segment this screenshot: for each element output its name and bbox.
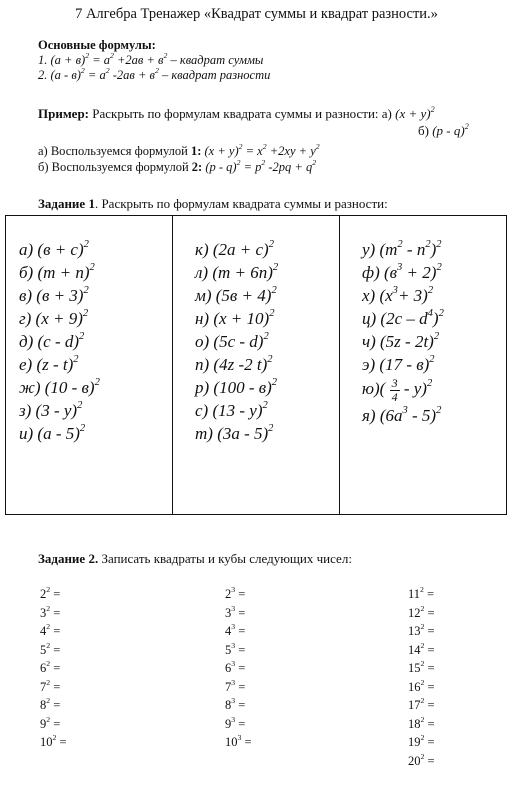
list-item: н) $(x + 10)^2$ [195, 308, 275, 328]
list-item: $8^3$ = [225, 696, 246, 712]
list-item: $5^2$ = [40, 640, 61, 657]
list-item: а) $(в + с)^2$ [19, 239, 89, 259]
list-item: $20^2$ = [408, 751, 435, 768]
list-item: $4^2$ = [40, 622, 61, 638]
formula-line-1: 1. $(а + в)^2 = a^2 +2ав + в^2$ – квадрат суммы [38, 51, 264, 67]
list-item: $8^2$ = [40, 696, 61, 712]
usage-line-1: а) Воспользуемся формулой 1: $(x + y)^2 = x^2 +2xy + y^2$ [38, 142, 320, 158]
task1-heading: Задание 1. Раскрыть по формулам квадрата суммы и разности: [38, 196, 388, 211]
list-item: ц) $(2c - d^4)^2$ [362, 308, 444, 328]
list-item: ф) $(в^3 + 2)^2$ [362, 262, 442, 282]
list-item: э) (17 - в)$^2$ [362, 354, 435, 374]
list-item: $10^2$ = [40, 733, 67, 749]
usage-line-2: б) Воспользуемся формулой 2: $(p - q)^2 = p^2$ $-2pq + q^2$ [38, 158, 317, 174]
list-item: $2^3$ = [225, 585, 246, 601]
list-item: $4^3$ = [225, 622, 246, 638]
list-item: $19^2$ = [408, 733, 435, 749]
basic-formulas [38, 38, 270, 83]
task1-column-3 [340, 216, 506, 514]
list-item: ж) (10 - в)$^2$ [19, 377, 100, 397]
task2-heading: Задание 2. Записать квадраты и кубы следующих чисел: [38, 551, 352, 566]
list-item: т) (3a - 5)$^2$ [195, 423, 274, 443]
list-item: $17^2$ = [408, 696, 435, 712]
squares-column-2 [408, 585, 435, 770]
formula-line-2: 2. $(а - в)^2 = a^2$ $-2ав + в^2$ – квадрат разности [38, 66, 271, 82]
list-item: $3^2$ = [40, 603, 61, 620]
list-item: ю)( $\frac{3}{4}$ - y)$^2$ [362, 375, 433, 404]
page-title: 7 Алгебра Тренажер «Квадрат суммы и квадрат разности.» [75, 6, 438, 22]
list-item: $18^2$ = [408, 714, 435, 731]
list-item: $11^2$ = [408, 585, 435, 601]
task1-grid [5, 215, 507, 515]
list-item: у) $(m^2 - n^2)^2$ [362, 239, 442, 259]
example-a: (x + y) [395, 106, 431, 121]
list-item: ч) (5z - 2t)$^2$ [362, 331, 440, 351]
list-item: я) $(6a^3 - 5)^2$ [362, 404, 442, 425]
list-item: р) (100 - в)$^2$ [195, 377, 278, 397]
list-item: $5^3$ = [225, 640, 246, 657]
list-item: $7^3$ = [225, 677, 246, 694]
usage-lines [38, 143, 320, 175]
task1-column-2 [173, 216, 340, 514]
example-b: б) (p - q)$^2$ [418, 121, 469, 138]
list-item: $3^3$ = [225, 603, 246, 620]
cubes-column [225, 585, 252, 752]
list-item: е) (z - t)$^2$ [19, 354, 79, 374]
example-label: Пример: [38, 106, 90, 121]
list-item: х) $(x^3+ 3)^2$ [362, 285, 434, 305]
list-item: г) $(x + 9)^2$ [19, 308, 89, 328]
list-item: $9^3$ = [225, 714, 246, 731]
squares-column [40, 585, 67, 752]
list-item: б) $(m + n)^2$ [19, 262, 95, 282]
list-item: с) (13 - y)$^2$ [195, 400, 268, 420]
list-item: к) $(2a + c)^2$ [195, 239, 274, 259]
list-item: в) $(в + 3)^2$ [19, 285, 89, 305]
formulas-heading: Основные формулы: [38, 38, 156, 52]
list-item: п) (4z -2 t)$^2$ [195, 354, 273, 374]
example-line: Пример: Раскрыть по формулам квадрата суммы и разности: а) $(x + y)^2$ [38, 104, 435, 121]
list-item: $6^3$ = [225, 659, 246, 675]
list-item: л) $(m + 6n)^2$ [195, 262, 279, 282]
list-item: $12^2$ = [408, 603, 435, 620]
list-item: д) (c - d)$^2$ [19, 331, 85, 351]
list-item: и) (a - 5)$^2$ [19, 423, 86, 443]
task1-column-1 [6, 216, 173, 514]
list-item: $9^2$ = [40, 714, 61, 731]
list-item: $6^2$ = [40, 659, 61, 675]
list-item: $13^2$ = [408, 622, 435, 638]
list-item: о) (5c - d)$^2$ [195, 331, 269, 351]
list-item: $16^2$ = [408, 677, 435, 694]
list-item: з) (3 - y)$^2$ [19, 400, 83, 420]
list-item: м) $(5в + 4)^2$ [195, 285, 277, 305]
list-item: $15^2$ = [408, 659, 435, 675]
list-item: $7^2$ = [40, 677, 61, 694]
list-item: $10^3$ = [225, 733, 252, 749]
list-item: $14^2$ = [408, 640, 435, 657]
list-item: $2^2$ = [40, 585, 61, 601]
example-text: Раскрыть по формулам квадрата суммы и разности: а) [89, 106, 396, 121]
